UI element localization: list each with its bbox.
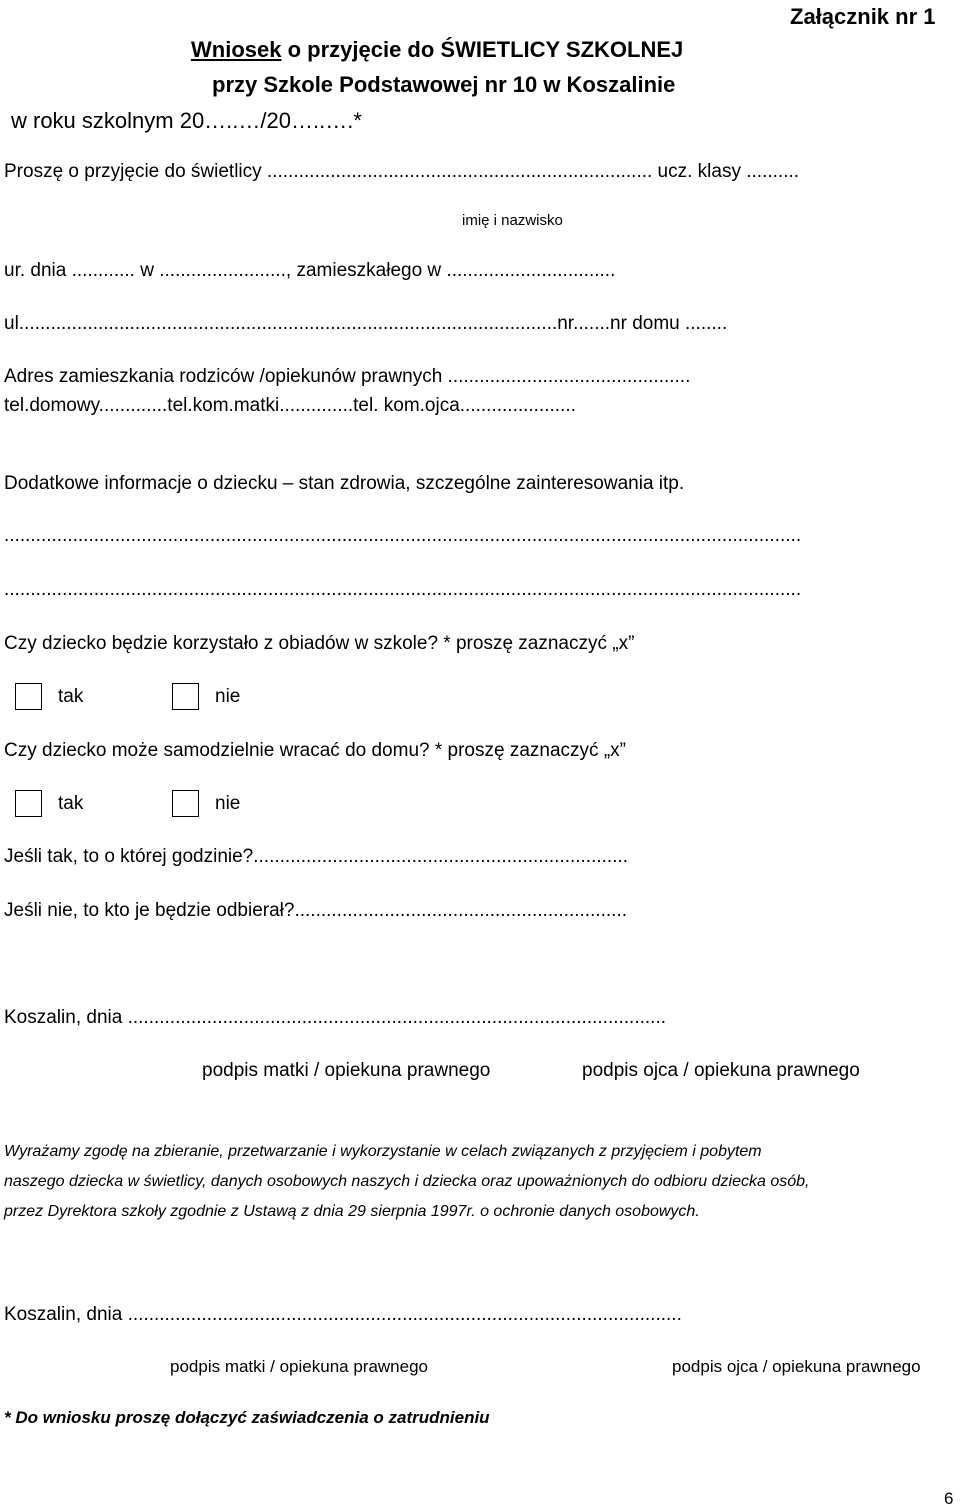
lunch-question: Czy dziecko będzie korzystało z obiadów w szkole? * proszę zaznaczyć „x”: [4, 633, 635, 654]
form-title-line2: przy Szkole Podstawowej nr 10 w Koszalinie: [212, 72, 676, 97]
mother-signature-caption-1: podpis matki / opiekuna prawnego: [202, 1060, 491, 1081]
attachment-label: Załącznik nr 1: [790, 4, 936, 29]
birth-line: ur. dnia ............ w ........................, zamieszkałego w ................................: [4, 260, 616, 281]
go-home-no-label: nie: [215, 793, 241, 814]
form-title-rest: o przyjęcie do ŚWIETLICY SZKOLNEJ: [281, 37, 684, 62]
go-home-yes-checkbox[interactable]: [15, 790, 42, 817]
request-line: Proszę o przyjęcie do świetlicy ......................................................................... ucz. klasy ..........: [4, 161, 800, 182]
mother-signature-caption-2: podpis matki / opiekuna prawnego: [170, 1357, 428, 1376]
page-number: 6: [944, 1489, 954, 1508]
dotted-line-2: .......................................................................................................................................................: [4, 579, 802, 600]
form-title-line1: [191, 39, 683, 61]
dotted-line-1: .......................................................................................................................................................: [4, 525, 802, 546]
lunch-no-label: nie: [215, 686, 241, 707]
parents-address-line: Adres zamieszkania rodziców /opiekunów prawnych ..............................................: [4, 366, 691, 387]
school-year-line: w roku szkolnym 20…..…/20…..….*: [11, 108, 362, 133]
form-title-word: Wniosek: [191, 37, 282, 62]
go-home-no-checkbox[interactable]: [172, 790, 199, 817]
place-date-line-2: Koszalin, dnia .........................................................................................................: [4, 1304, 682, 1325]
consent-line-2: naszego dziecka w świetlicy, danych osobowych naszych i dziecka oraz upoważnionych do odbioru dziecka osób,: [4, 1173, 810, 1190]
father-signature-caption-1: podpis ojca / opiekuna prawnego: [582, 1060, 860, 1081]
street-line: ul......................................................................................................nr.......nr domu ........: [4, 313, 728, 334]
go-home-question: Czy dziecko może samodzielnie wracać do domu? * proszę zaznaczyć „x”: [4, 740, 626, 761]
go-home-yes-label: tak: [58, 793, 84, 814]
lunch-yes-checkbox[interactable]: [15, 683, 42, 710]
lunch-no-checkbox[interactable]: [172, 683, 199, 710]
lunch-yes-label: tak: [58, 686, 84, 707]
place-date-line-1: Koszalin, dnia ......................................................................................................: [4, 1007, 667, 1028]
footnote: * Do wniosku proszę dołączyć zaświadczenia o zatrudnieniu: [4, 1408, 490, 1427]
consent-line-3: przez Dyrektora szkoły zgodnie z Ustawą z dnia 29 sierpnia 1997r. o ochronie danych osobowych.: [4, 1203, 700, 1220]
additional-info-line: Dodatkowe informacje o dziecku – stan zdrowia, szczególne zainteresowania itp.: [4, 473, 685, 494]
father-signature-caption-2: podpis ojca / opiekuna prawnego: [672, 1357, 921, 1376]
phones-line: tel.domowy.............tel.kom.matki..............tel. kom.ojca......................: [4, 395, 576, 416]
name-caption: imię i nazwisko: [462, 212, 563, 229]
pickup-question: Jeśli nie, to kto je będzie odbierał?...............................................................: [4, 900, 628, 921]
hour-question: Jeśli tak, to o której godzinie?.......................................................................: [4, 846, 629, 867]
consent-line-1: Wyrażamy zgodę na zbieranie, przetwarzanie i wykorzystanie w celach związanych z przyjęciem i pobytem: [4, 1143, 762, 1160]
